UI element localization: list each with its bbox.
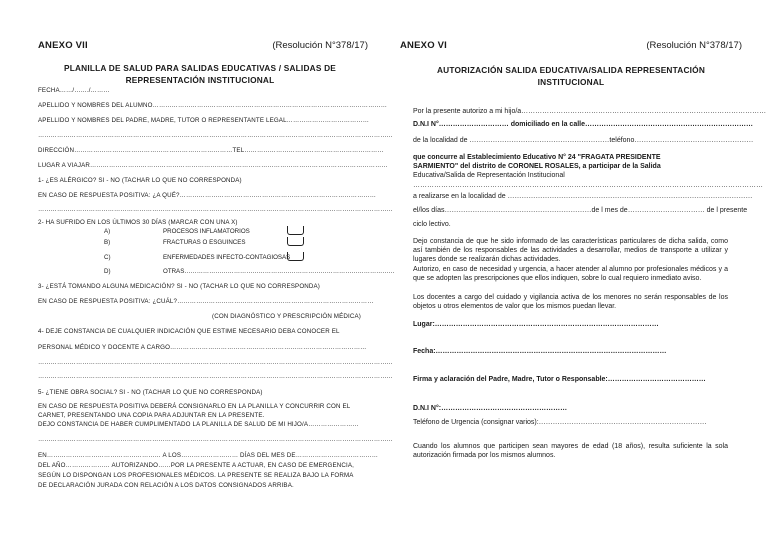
school-line: Educativa/Salida de Representación Institucional bbox=[413, 172, 565, 180]
dotted-line: …………………………………………………………………………………………………………………………………………………… bbox=[38, 373, 393, 380]
indication-line: PERSONAL MÉDICO Y DOCENTE A CARGO………………………………………………………………………………… bbox=[38, 344, 367, 351]
medical-paragraph: Autorizo, en caso de necesidad y urgencia, a hacer atender al alumno por profesionales médicos y a que se adopten las prescripciones que ellos indiquen, sobre lo cual requiero inmediato aviso. bbox=[413, 266, 728, 283]
title-line: AUTORIZACIÓN SALIDA EDUCATIVA/SALIDA REPRESENTACIÓN bbox=[436, 65, 706, 75]
place-field: Lugar:…………………………………………………………………………………… bbox=[413, 321, 659, 328]
right-header bbox=[400, 40, 742, 54]
checkbox bbox=[287, 226, 304, 235]
date-field: Fecha:……………………………………………………………………………………… bbox=[413, 348, 667, 355]
school-line: SARMIENTO" del distrito de CORONEL ROSALES, a participar de la Salida bbox=[413, 163, 661, 171]
declaration-text: SEGÚN LO DISPONGAN LOS PROFESIONALES MÉDICOS. LA PRESENTE SE REALIZA BAJO LA FORMA bbox=[38, 472, 354, 479]
illness-question: 2- HA SUFRIDO EN LOS ÚLTIMOS 30 DÍAS (MARCAR CON UNA X) bbox=[38, 219, 238, 226]
school-line: que concurre al Establecimiento Educativo N° 24 "FRAGATA PRESIDENTE bbox=[413, 154, 661, 161]
insurance-text: CARNET, PRESENTANDO UNA COPIA PARA ADJUNTAR EN LA PRESENTE. bbox=[38, 412, 265, 419]
insurance-question: 5- ¿TIENE OBRA SOCIAL? SI - NO (TACHAR LO QUE NO CORRESPONDA) bbox=[38, 389, 263, 396]
title-line: REPRESENTACIÓN INSTITUCIONAL bbox=[125, 75, 275, 85]
dni-line: D.N.I N°………………………… domiciliado en la calle……………………………………………………………… bbox=[413, 121, 753, 128]
option-letter: B) bbox=[104, 239, 111, 246]
destination-field: LUGAR A VIAJAR…………………………………………………………………………………………………………………………… bbox=[38, 162, 388, 169]
insurance-text: EN CASO DE RESPUESTA POSITIVA DEBERÁ CONSIGNARLO EN LA PLANILLA Y CONCURRIR CON EL bbox=[38, 403, 351, 410]
school-year-text: ciclo lectivo. bbox=[413, 221, 451, 228]
medication-question: 3- ¿ESTÁ TOMANDO ALGUNA MEDICACIÓN? SI - NO (TACHAR LO QUE NO CORRESPONDA) bbox=[38, 283, 321, 290]
emergency-phone-field: Teléfono de Urgencia (consignar varios):……………………………………………………………… bbox=[413, 419, 707, 426]
indication-question: 4- DEJE CONSTANCIA DE CUALQUIER INDICACIÓN QUE ESTIME NECESARIO DEBA CONOCER EL bbox=[38, 328, 340, 335]
declaration-text: DEL AÑO………………… AUTORIZANDO……POR LA PRESENTE A ACTUAR, EN CASO DE EMERGENCIA, bbox=[38, 462, 355, 469]
fecha-field: FECHA……/……./……… bbox=[38, 87, 110, 94]
option-letter: D) bbox=[104, 268, 111, 275]
option-label: FRACTURAS O ESGUINCES bbox=[163, 239, 246, 246]
liability-paragraph: Los docentes a cargo del cuidado y vigilancia activa de los menores no serán responsables de los objetos u otros elementos de valor que los mismos puedan llevar. bbox=[413, 294, 728, 311]
left-header bbox=[38, 40, 368, 54]
option-letter: C) bbox=[104, 254, 111, 261]
authorize-line: Por la presente autorizo a mi hijo/a…………………………………………………………………………………………… bbox=[413, 108, 767, 115]
declaration-text: EN……………………………………………… A LOS……………………… DÍAS DEL MES DE………………………………… bbox=[38, 452, 379, 459]
page-title bbox=[40, 62, 360, 86]
option-label: ENFERMEDADES INFECTO-CONTAGIOSAS bbox=[163, 254, 291, 261]
trip-days-line: el/los días………………………………………………………de l mes de…………………………… de l presente bbox=[413, 207, 748, 214]
option-label: OTRAS………………………………………………………………………………………… bbox=[163, 268, 395, 275]
parent-name-field: APELLIDO Y NOMBRES DEL PADRE, MADRE, TUTOR O REPRESENTANTE LEGAL………………………………… bbox=[38, 117, 370, 124]
anexo-vi-page bbox=[384, 0, 768, 543]
checkbox bbox=[287, 252, 304, 261]
medication-detail: EN CASO DE RESPUESTA POSITIVA: ¿CUÁL?………………………………………………………………………………… bbox=[38, 298, 374, 305]
student-name-field: APELLIDO Y NOMBRES DEL ALUMNO………………………………………………………………………………………………… bbox=[38, 102, 388, 109]
dotted-line: …………………………………………………………………………………………………………………………………………………… bbox=[38, 132, 393, 139]
dotted-line: …………………………………………………………………………………………………………………………………………………… bbox=[38, 206, 393, 213]
signature-field: Firma y aclaración del Padre, Madre, Tutor o Responsable:…………………………………… bbox=[413, 376, 706, 383]
dotted-line: …………………………………………………………………………………………………………………………………… bbox=[413, 182, 763, 189]
consent-paragraph: Dejo constancia de que he sido informado de las características particulares de dicha salida, como así también de los responsables de las actividades a desarrollar, medios de transporte a utilizar y lugares donde se realizarán dichas actividades. bbox=[413, 238, 728, 264]
resolution-label: (Resolución N°378/17) bbox=[272, 40, 368, 51]
annex-label: ANEXO VI bbox=[400, 40, 447, 51]
dotted-line: …………………………………………………………………………………………………………………………………………………… bbox=[38, 436, 393, 443]
locality-line: de la localidad de ……………………………………………………teléfono…………………………………………… bbox=[413, 137, 754, 144]
option-letter: A) bbox=[104, 228, 111, 235]
medication-note: (CON DIAGNÓSTICO Y PRESCRIPCIÓN MÉDICA) bbox=[212, 313, 361, 320]
page-title bbox=[414, 64, 728, 88]
school-paragraph bbox=[413, 153, 728, 180]
trip-locality-line: a realizarse en la localidad de …………………………………………………………………………………………… bbox=[413, 193, 753, 200]
option-label: PROCESOS INFLAMATORIOS bbox=[163, 228, 250, 235]
dotted-line: …………………………………………………………………………………………………………………………………………………… bbox=[38, 359, 393, 366]
allergy-question: 1- ¿ES ALÉRGICO? SI - NO (TACHAR LO QUE NO CORRESPONDA) bbox=[38, 177, 242, 184]
title-line: PLANILLA DE SALUD PARA SALIDAS EDUCATIVAS / SALIDAS DE bbox=[63, 63, 336, 73]
allergy-detail: EN CASO DE RESPUESTA POSITIVA: ¿A QUÉ?………………………………………………………………………………… bbox=[38, 192, 377, 199]
declaration-text: DE DECLARACIÓN JURADA CON RELACIÓN A LOS DATOS CONSIGNADOS ARRIBA. bbox=[38, 482, 294, 489]
checkbox bbox=[287, 237, 304, 246]
resolution-label: (Resolución N°378/17) bbox=[646, 40, 742, 51]
dni-signature-field: D.N.I N°:……………………………………………… bbox=[413, 405, 568, 412]
annex-label: ANEXO VII bbox=[38, 40, 88, 51]
adult-note: Cuando los alumnos que participen sean mayores de edad (18 años), resulta suficiente la sola autorización firmada por los mismos alumnos. bbox=[413, 443, 728, 460]
insurance-text: DEJO CONSTANCIA DE HABER CUMPLIMENTADO LA PLANILLA DE SALUD DE MI HIJO/A…………………… bbox=[38, 421, 359, 428]
title-line: INSTITUCIONAL bbox=[537, 77, 605, 87]
address-field: DIRECCIÓN…………………………………………………………………TEL………………………………………………………… bbox=[38, 147, 384, 154]
